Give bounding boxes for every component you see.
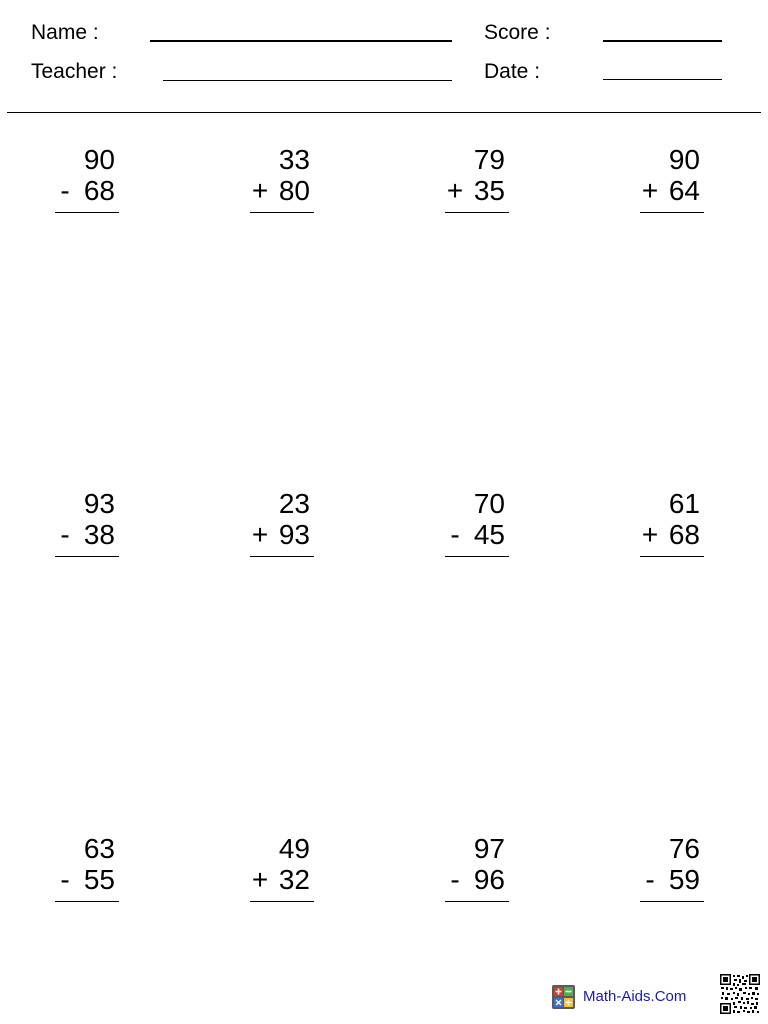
problem-bottom-number: 80 — [278, 175, 310, 206]
problem-top-number: 90 — [668, 144, 700, 175]
problem-bottom-number: 96 — [473, 864, 505, 895]
problem-4 — [640, 144, 704, 216]
problem-top-number: 70 — [473, 488, 505, 519]
qr-code-icon — [720, 974, 760, 1014]
problem-top-number: 79 — [473, 144, 505, 175]
problem-9 — [55, 833, 119, 905]
problem-operator: - — [450, 519, 460, 550]
score-field-line[interactable] — [603, 40, 722, 42]
problem-operator: + — [641, 519, 659, 550]
problem-operator: - — [60, 864, 70, 895]
problem-answer-line — [55, 556, 119, 557]
problem-answer-line — [55, 212, 119, 213]
problem-bottom-number: 93 — [278, 519, 310, 550]
problem-7 — [445, 488, 509, 560]
problem-12 — [640, 833, 704, 905]
problem-6 — [250, 488, 314, 560]
problem-bottom-number: 68 — [83, 175, 115, 206]
problem-8 — [640, 488, 704, 560]
problem-operator: + — [251, 519, 269, 550]
score-label: Score : — [484, 21, 551, 44]
problem-top-number: 76 — [668, 833, 700, 864]
date-field-line[interactable] — [603, 79, 722, 80]
problem-5 — [55, 488, 119, 560]
problem-bottom-number: 55 — [83, 864, 115, 895]
problem-answer-line — [250, 212, 314, 213]
problem-bottom-number: 68 — [668, 519, 700, 550]
problem-answer-line — [445, 212, 509, 213]
problem-operator: + — [641, 175, 659, 206]
problem-bottom-number: 32 — [278, 864, 310, 895]
problem-operator: + — [251, 864, 269, 895]
problem-answer-line — [640, 556, 704, 557]
problem-11 — [445, 833, 509, 905]
date-label: Date : — [484, 60, 541, 83]
problem-10 — [250, 833, 314, 905]
problem-answer-line — [445, 901, 509, 902]
problem-2 — [250, 144, 314, 216]
problem-operator: + — [446, 175, 464, 206]
teacher-label: Teacher : — [31, 60, 118, 83]
problem-top-number: 33 — [278, 144, 310, 175]
problem-answer-line — [55, 901, 119, 902]
problem-operator: - — [645, 864, 655, 895]
header-divider — [7, 112, 761, 113]
problem-bottom-number: 64 — [668, 175, 700, 206]
problem-answer-line — [640, 901, 704, 902]
problem-answer-line — [250, 556, 314, 557]
problem-top-number: 49 — [278, 833, 310, 864]
problem-bottom-number: 38 — [83, 519, 115, 550]
problem-bottom-number: 35 — [473, 175, 505, 206]
math-aids-link[interactable]: Math-Aids.Com — [583, 988, 687, 1005]
problem-answer-line — [640, 212, 704, 213]
problem-answer-line — [250, 901, 314, 902]
problem-top-number: 90 — [83, 144, 115, 175]
problem-operator: - — [450, 864, 460, 895]
problem-answer-line — [445, 556, 509, 557]
name-label: Name : — [31, 21, 99, 44]
problem-top-number: 63 — [83, 833, 115, 864]
problem-top-number: 97 — [473, 833, 505, 864]
problem-operator: - — [60, 519, 70, 550]
problem-operator: + — [251, 175, 269, 206]
problem-top-number: 23 — [278, 488, 310, 519]
problem-operator: - — [60, 175, 70, 206]
problem-1 — [55, 144, 119, 216]
calculator-icon[interactable] — [552, 985, 575, 1009]
problem-top-number: 61 — [668, 488, 700, 519]
teacher-field-line[interactable] — [163, 80, 452, 81]
problem-top-number: 93 — [83, 488, 115, 519]
problem-bottom-number: 45 — [473, 519, 505, 550]
problem-3 — [445, 144, 509, 216]
problem-bottom-number: 59 — [668, 864, 700, 895]
name-field-line[interactable] — [150, 40, 452, 42]
